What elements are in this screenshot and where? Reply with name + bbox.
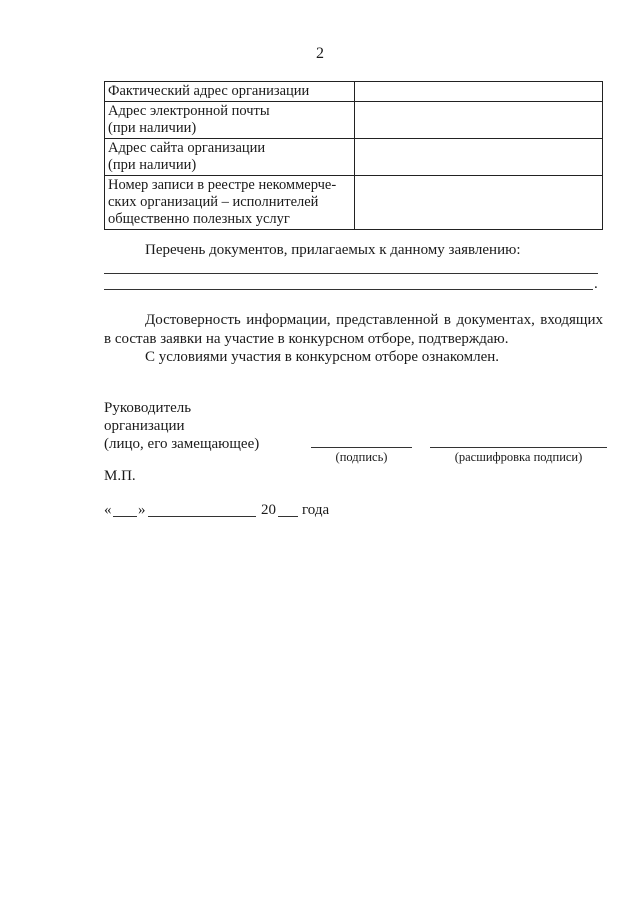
documents-list-intro: Перечень документов, прилагаемых к данному заявлению: — [145, 242, 521, 258]
signatory-title-line-3: (лицо, его замещающее) — [104, 436, 260, 452]
signature-decoding-line — [430, 447, 607, 448]
certification-line-1: Достоверность информации, представленной в документах, входящих — [145, 312, 603, 328]
decoding-caption: (расшифровка подписи) — [454, 450, 583, 464]
table-cell-value — [354, 102, 602, 139]
signature-caption: (подпись) — [335, 450, 388, 464]
label-line: Адрес электронной почты — [108, 103, 270, 119]
date-close-quote: » — [138, 502, 146, 518]
date-year-word: года — [302, 502, 330, 518]
date-year-prefix: 20 — [261, 502, 276, 518]
table-cell-label — [105, 176, 355, 230]
table-cell-label — [105, 102, 355, 139]
documents-list-line — [104, 273, 598, 274]
label-line: Адрес сайта организации — [108, 140, 266, 156]
label-line: ских организаций – исполнителей — [108, 194, 319, 210]
certification-line-2: в состав заявки на участие в конкурсном отборе, подтверждаю. — [104, 331, 509, 347]
table-cell-label — [105, 82, 355, 102]
documents-list-line — [104, 289, 593, 290]
table-cell-label — [105, 139, 355, 176]
table-row — [105, 139, 603, 176]
signatory-title-line-1: Руководитель — [104, 400, 192, 416]
label-line: общественно полезных услуг — [108, 211, 290, 227]
seal-label: М.П. — [104, 468, 136, 484]
date-day-line — [113, 516, 137, 517]
date-month-line — [148, 516, 256, 517]
label-line: Номер записи в реестре некоммерче- — [108, 177, 337, 193]
signature-line — [311, 447, 412, 448]
date-open-quote: « — [104, 502, 112, 518]
page-number: 2 — [316, 45, 324, 62]
signatory-title-line-2: организации — [104, 418, 185, 434]
table-cell-value — [354, 82, 602, 102]
table-cell-value — [354, 139, 602, 176]
table-cell-value — [354, 176, 602, 230]
table-row — [105, 102, 603, 139]
organization-info-table — [104, 81, 603, 230]
list-end-mark: . — [594, 276, 598, 292]
table-row — [105, 176, 603, 230]
table-row — [105, 82, 603, 102]
date-year-line — [278, 516, 298, 517]
acknowledgement-line: С условиями участия в конкурсном отборе ознакомлен. — [145, 349, 500, 365]
label-line: (при наличии) — [108, 120, 197, 136]
label-line: (при наличии) — [108, 157, 197, 173]
label-line: Фактический адрес организации — [108, 83, 310, 99]
